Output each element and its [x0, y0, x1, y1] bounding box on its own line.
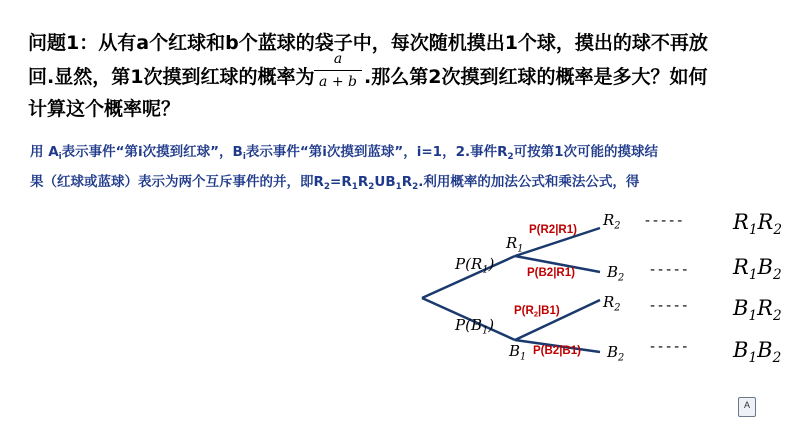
subscript: 1: [481, 325, 489, 337]
subscript: 2: [323, 182, 331, 193]
dashes-row-4: -----: [650, 339, 691, 355]
subscript: 2: [772, 266, 782, 283]
node-text: R: [603, 293, 615, 311]
leaf-b2-bottom: [607, 343, 625, 364]
question-text: 个红球和: [149, 32, 226, 54]
subscript: 2: [507, 152, 514, 163]
node-b1: [509, 342, 527, 363]
label-text: |B1): [537, 305, 560, 317]
result-text: B: [733, 296, 749, 320]
subscript: 2: [412, 182, 419, 193]
leaf-b2-upper: [607, 263, 625, 284]
subscript: 1: [520, 351, 527, 363]
notes-icon-letter: A: [743, 400, 750, 410]
explain-text: 可按第1次可能的摸球结: [513, 144, 658, 160]
result-b1r2: [733, 296, 782, 324]
prob-r1: [455, 255, 495, 276]
explain-text: UB: [374, 174, 396, 190]
node-r1: [506, 234, 524, 255]
subscript: 2: [533, 309, 538, 319]
dashes-row-2: -----: [650, 262, 691, 278]
node-text: ): [488, 255, 495, 273]
node-text: ): [488, 316, 495, 334]
explain-text: .利用概率的加法公式和乘法公式，得: [418, 174, 640, 190]
node-text: P(B: [455, 316, 482, 334]
subscript: 2: [368, 182, 375, 193]
label-p-r2-given-r1: P(R2|R1): [529, 224, 577, 236]
leaf-r2-top: [603, 211, 621, 232]
question-text: 问题1：从有: [28, 32, 137, 54]
subscript: 1: [748, 349, 758, 366]
subscript: 1: [748, 307, 758, 324]
result-text: B: [757, 255, 773, 279]
node-text: P(R: [455, 255, 483, 273]
result-text: R: [757, 210, 774, 234]
leaf-r2-lower: [603, 293, 621, 314]
node-text: B: [509, 342, 521, 360]
node-text: R: [506, 234, 518, 252]
explain-text: 用 A: [30, 144, 59, 160]
question-text: 个蓝球的袋子中，每次随机摸出1个球，摸出的球不再放: [238, 32, 708, 54]
subscript: 2: [772, 307, 782, 324]
result-r1b2: [733, 255, 782, 283]
label-p-b2-given-b1: P(B2|B1): [533, 345, 581, 357]
result-r1r2: [733, 210, 782, 238]
label-p-b2-given-r1: P(B2|R1): [527, 267, 575, 279]
subscript: 2: [772, 349, 782, 366]
subscript: 2: [773, 221, 782, 238]
prob-b1: [455, 316, 495, 337]
question-text: 计算这个概率呢？: [28, 98, 181, 120]
label-text: P(R: [514, 305, 534, 317]
node-text: B: [607, 263, 619, 281]
fraction-numerator: a: [333, 51, 343, 67]
subscript: i: [58, 152, 62, 163]
dashes-row-3: -----: [650, 298, 691, 314]
fraction-denominator: a + b: [319, 74, 357, 90]
question-text: 回.显然，第1次摸到红球的概率为: [28, 66, 315, 88]
subscript: 2: [614, 220, 621, 232]
question-text: .那么第2次摸到红球的概率是多大？如何: [364, 66, 708, 88]
variable-b: b: [225, 32, 239, 54]
subscript: 1: [351, 182, 358, 193]
subscript: 1: [482, 264, 489, 276]
explain-text: =R: [330, 174, 352, 190]
subscript: 2: [618, 272, 625, 284]
explain-text: R: [401, 174, 413, 190]
subscript: 1: [748, 266, 758, 283]
subscript: 1: [748, 221, 758, 238]
subscript: 1: [517, 243, 524, 255]
subscript: 2: [618, 352, 625, 364]
explain-text: 果（红球或蓝球）表示为两个互斥事件的并，即R: [30, 174, 324, 190]
node-text: R: [603, 211, 615, 229]
node-text: B: [607, 343, 619, 361]
result-text: R: [757, 296, 773, 320]
subscript: i: [242, 152, 246, 163]
result-text: B: [757, 338, 773, 362]
explain-text: R: [357, 174, 369, 190]
notes-icon[interactable]: [738, 397, 756, 417]
result-text: R: [733, 255, 749, 279]
subscript: 1: [395, 182, 402, 193]
dashes-row-1: -----: [645, 213, 686, 229]
label-p-r2-given-b1: [514, 306, 560, 318]
subscript: 2: [614, 302, 621, 314]
result-text: R: [733, 210, 749, 234]
explain-text: 表示事件“第i次摸到红球”，B: [61, 144, 243, 160]
result-b1b2: [733, 338, 782, 366]
variable-a: a: [136, 32, 150, 54]
explain-text: 表示事件“第i次摸到蓝球”，i=1，2.事件R: [245, 144, 508, 160]
result-text: B: [733, 338, 749, 362]
